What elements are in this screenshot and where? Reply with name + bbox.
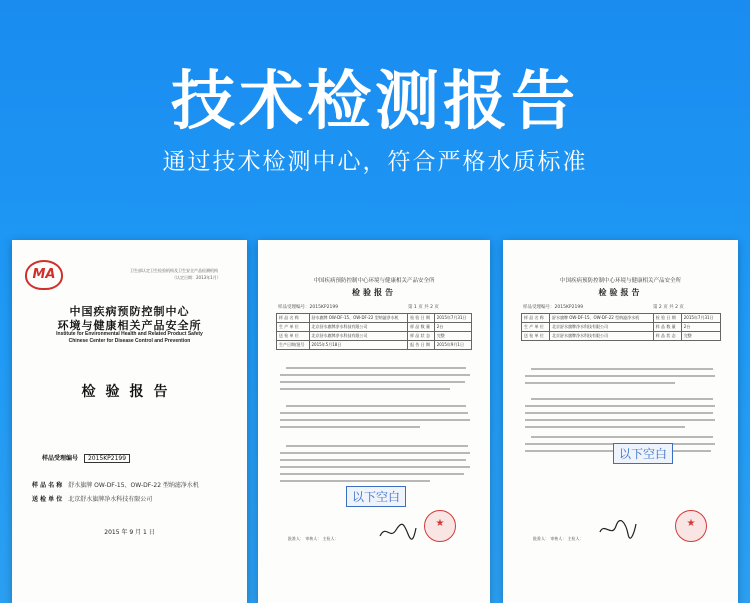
cover-date: 2015 年 9 月 1 日 [104, 529, 155, 536]
cover-org-institute: 环境与健康相关产品安全所 [57, 319, 202, 332]
table-row: 送 检 单 位 北京舒水旗牌净水科技有限公司 样 品 状 态 完整 [277, 332, 472, 341]
page1-blank-label: 以下空白 [346, 486, 406, 507]
table-row: 送 检 单 位 北京舒水旗牌净水科技有限公司 样 品 状 态 完整 [522, 332, 721, 341]
banner-subtitle: 通过技术检测中心，符合严格水质标准 [162, 149, 588, 175]
page2-page-no: 第 2 页 共 2 页 [653, 305, 684, 310]
cover-sample-label: 样 品 名 称 [32, 482, 63, 489]
page1-accept-no: 样品受理编号：2015KP2199 [278, 305, 339, 310]
cover-report-title: 检验报告 [81, 384, 178, 400]
banner-title: 技术检测报告 [171, 65, 579, 139]
table-row: 生 产 单 位 北京舒水旗牌净水科技有限公司 样 品 数 量 2台 [277, 323, 472, 332]
page2-footer: 批准人： 审核人： 主检人： [533, 536, 584, 541]
page2-title: 检验报告 [598, 288, 643, 297]
table-row: 样 品 名 称 舒水旗牌 OW-DF-15、OW-DF-22 型纳滤净水机 检 验 日 期 2015年7月31日 [277, 314, 472, 323]
cover-authority-date: （认定日期：2013年1月） [172, 275, 221, 280]
table-row: 样 品 名 称 舒水旗牌 OW-DF-15、OW-DF-22 型纳滤净水机 检 验 日 期 2015年7月31日 [522, 314, 721, 323]
ma-certification-logo: MA [25, 260, 63, 290]
report-page-1 [258, 240, 490, 603]
page1-signature-icon [378, 522, 418, 542]
report-page-2 [503, 240, 738, 603]
cover-org-name: 中国疾病预防控制中心 [69, 305, 190, 318]
cover-authority-line: 卫生部认定卫生检验机构及卫生安全产品检测机构 [130, 268, 218, 273]
cover-org-english-1: Institute for Environmental Health and Related Product Safety [56, 331, 203, 337]
cover-accept-label: 样品受理编号 [42, 455, 79, 462]
table-row: 生产日期/批号 2015年5月18日 报 告 日 期 2015年9月1日 [277, 341, 472, 350]
page1-footer: 批准人： 审核人： 主检人： [288, 536, 339, 541]
page2-signature-icon [598, 520, 638, 540]
page2-blank-label: 以下空白 [613, 443, 673, 464]
page1-page-no: 第 1 页 共 2 页 [408, 305, 439, 310]
cover-sender-row [32, 494, 152, 503]
page2-org: 中国疾病预防控制中心环境与健康相关产品安全所 [559, 278, 681, 284]
cover-sender-value: 北京舒水旗牌净水科技有限公司 [68, 496, 153, 503]
cover-sample-value: 舒水旗牌 OW-DF-15、OW-DF-22 型纳滤净水机 [68, 482, 199, 489]
page2-info-table [521, 313, 721, 341]
page1-org: 中国疾病预防控制中心环境与健康相关产品安全所 [313, 278, 435, 284]
page2-accept-no: 样品受理编号：2015KP2199 [523, 305, 584, 310]
cover-accept-row [42, 453, 130, 463]
cover-sample-row [32, 480, 199, 489]
table-row: 生 产 单 位 北京舒水旗牌净水科技有限公司 样 品 数 量 2台 [522, 323, 721, 332]
cover-org-english-2: Chinese Center for Disease Control and Prevention [68, 338, 191, 344]
page1-title: 检验报告 [352, 288, 396, 297]
cover-accept-value: 2015KP2199 [84, 454, 130, 463]
report-cover-page [12, 240, 247, 603]
page1-official-stamp [424, 510, 456, 542]
page1-info-table [276, 313, 472, 350]
page2-official-stamp [675, 510, 707, 542]
cover-sender-label: 送 检 单 位 [32, 496, 63, 503]
